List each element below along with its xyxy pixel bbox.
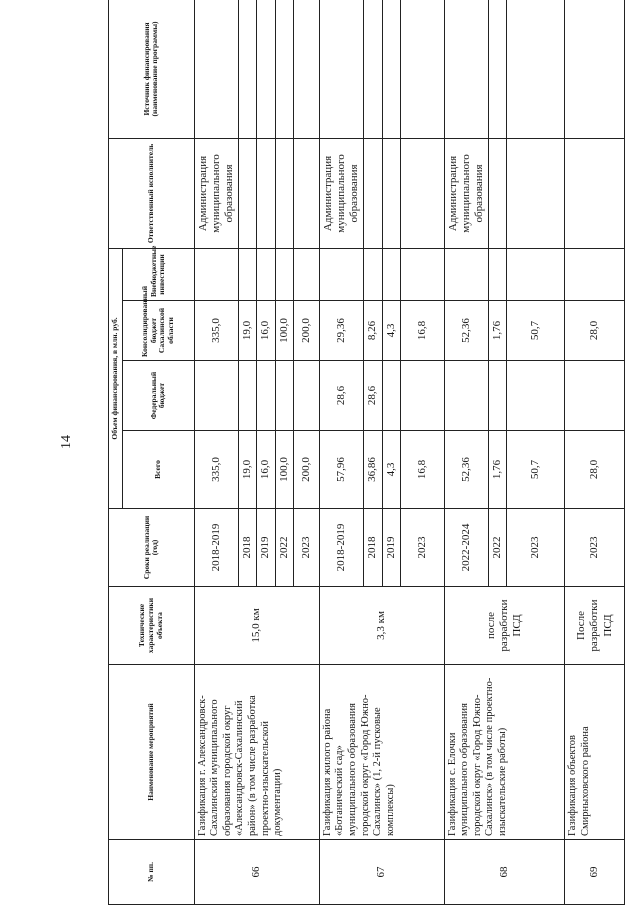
- consolidated-cell: 28,0: [565, 301, 625, 361]
- federal-cell: [489, 361, 507, 431]
- header-total: Всего: [122, 431, 194, 509]
- source-cell: [444, 0, 489, 138]
- header-tech: Технические характеристики объекта: [109, 587, 195, 665]
- period-cell: 2022: [275, 509, 293, 587]
- consolidated-cell: 19,0: [239, 301, 257, 361]
- source-cell: [194, 0, 239, 138]
- federal-cell: [565, 361, 625, 431]
- consolidated-cell: 16,8: [400, 301, 444, 361]
- executor-cell: [489, 138, 507, 248]
- source-cell: [364, 0, 382, 138]
- source-cell: [489, 0, 507, 138]
- rotated-document: [108, 0, 640, 905]
- total-cell: 100,0: [275, 431, 293, 509]
- table-row: [194, 0, 239, 905]
- header-num: № пп.: [109, 840, 195, 905]
- executor-cell: [275, 138, 293, 248]
- total-cell: 4,3: [382, 431, 400, 509]
- extra-cell: [444, 248, 489, 300]
- period-cell: 2023: [400, 509, 444, 587]
- executor-cell: [257, 138, 275, 248]
- period-cell: 2023: [293, 509, 319, 587]
- executor-cell: [565, 138, 625, 248]
- executor-cell: [293, 138, 319, 248]
- source-cell: [275, 0, 293, 138]
- period-cell: 2018-2019: [194, 509, 239, 587]
- source-cell: [565, 0, 625, 138]
- extra-cell: [257, 248, 275, 300]
- federal-cell: [293, 361, 319, 431]
- row-number: 69: [565, 840, 625, 905]
- table-body: [194, 0, 625, 905]
- row-number: 66: [194, 840, 319, 905]
- table-header: [109, 0, 195, 905]
- header-executor: Ответственный исполнитель: [109, 138, 195, 248]
- header-volume: Объем финансирования, в млн. руб.: [109, 248, 123, 508]
- total-cell: 36,86: [364, 431, 382, 509]
- table-row: [319, 0, 364, 905]
- measure-name: Газификация жилого района «Ботанический сад» муниципального образования городской округ «Город Южно-Сахалинск» (1, 2-й пусковые комплексы): [319, 665, 444, 840]
- federal-cell: 28,6: [319, 361, 364, 431]
- header-consolidated: Консолидированный бюджет Сахалинской области: [122, 301, 194, 361]
- extra-cell: [293, 248, 319, 300]
- row-number: 68: [444, 840, 565, 905]
- executor-cell: [400, 138, 444, 248]
- extra-cell: [194, 248, 239, 300]
- period-cell: 2023: [507, 509, 565, 587]
- federal-cell: [400, 361, 444, 431]
- period-cell: 2019: [382, 509, 400, 587]
- measure-name: Газификация с. Елочки муниципального образования городской округ «Город Южно-Сахалинск» (в том числе проектно-изыскательские работы): [444, 665, 565, 840]
- federal-cell: [444, 361, 489, 431]
- header-period: Сроки реализации (год): [109, 509, 195, 587]
- extra-cell: [239, 248, 257, 300]
- period-cell: 2018: [364, 509, 382, 587]
- row-number: 67: [319, 840, 444, 905]
- tech-characteristics: 3,3 км: [319, 587, 444, 665]
- period-cell: 2019: [257, 509, 275, 587]
- header-extra: Внебюджетные инвестиции: [122, 248, 194, 300]
- source-cell: [293, 0, 319, 138]
- federal-cell: [239, 361, 257, 431]
- consolidated-cell: 335,0: [194, 301, 239, 361]
- executor-cell: Администрация муниципального образования: [319, 138, 364, 248]
- consolidated-cell: 100,0: [275, 301, 293, 361]
- executor-cell: Администрация муниципального образования: [444, 138, 489, 248]
- extra-cell: [319, 248, 364, 300]
- extra-cell: [489, 248, 507, 300]
- extra-cell: [565, 248, 625, 300]
- federal-cell: [275, 361, 293, 431]
- consolidated-cell: 16,0: [257, 301, 275, 361]
- extra-cell: [382, 248, 400, 300]
- total-cell: 16,0: [257, 431, 275, 509]
- financing-table: [108, 0, 625, 905]
- total-cell: 335,0: [194, 431, 239, 509]
- header-name: Наименование мероприятий: [109, 665, 195, 840]
- consolidated-cell: 29,36: [319, 301, 364, 361]
- total-cell: 28,0: [565, 431, 625, 509]
- executor-cell: [507, 138, 565, 248]
- consolidated-cell: 8,26: [364, 301, 382, 361]
- source-cell: [257, 0, 275, 138]
- extra-cell: [364, 248, 382, 300]
- page-number: 14: [59, 435, 74, 449]
- consolidated-cell: 50,7: [507, 301, 565, 361]
- consolidated-cell: 200,0: [293, 301, 319, 361]
- executor-cell: [239, 138, 257, 248]
- total-cell: 1,76: [489, 431, 507, 509]
- total-cell: 200,0: [293, 431, 319, 509]
- extra-cell: [507, 248, 565, 300]
- federal-cell: [194, 361, 239, 431]
- table-row: [444, 0, 489, 905]
- executor-cell: Администрация муниципального образования: [194, 138, 239, 248]
- header-source: Источник финансирования (наименование программы): [109, 0, 195, 138]
- total-cell: 52,36: [444, 431, 489, 509]
- period-cell: 2022: [489, 509, 507, 587]
- source-cell: [400, 0, 444, 138]
- source-cell: [382, 0, 400, 138]
- period-cell: 2018: [239, 509, 257, 587]
- consolidated-cell: 4,3: [382, 301, 400, 361]
- tech-characteristics: 15,0 км: [194, 587, 319, 665]
- extra-cell: [275, 248, 293, 300]
- federal-cell: 28,6: [364, 361, 382, 431]
- period-cell: 2018-2019: [319, 509, 364, 587]
- total-cell: 50,7: [507, 431, 565, 509]
- source-cell: [507, 0, 565, 138]
- federal-cell: [507, 361, 565, 431]
- total-cell: 19,0: [239, 431, 257, 509]
- table-row: [565, 0, 625, 905]
- executor-cell: [364, 138, 382, 248]
- source-cell: [319, 0, 364, 138]
- source-cell: [239, 0, 257, 138]
- measure-name: Газификация объектов Смирныховского района: [565, 665, 625, 840]
- period-cell: 2022-2024: [444, 509, 489, 587]
- header-federal: Федеральный бюджет: [122, 361, 194, 431]
- executor-cell: [382, 138, 400, 248]
- federal-cell: [382, 361, 400, 431]
- total-cell: 16,8: [400, 431, 444, 509]
- measure-name: Газификация г. Александровск-Сахалинский муниципального образования городской округ «Александровск-Сахалинский район» (в том числе разработка проектно-изыскательской документации): [194, 665, 319, 840]
- tech-characteristics: после разработки ПСД: [444, 587, 565, 665]
- consolidated-cell: 1,76: [489, 301, 507, 361]
- tech-characteristics: После разработки ПСД: [565, 587, 625, 665]
- federal-cell: [257, 361, 275, 431]
- consolidated-cell: 52,36: [444, 301, 489, 361]
- total-cell: 57,96: [319, 431, 364, 509]
- period-cell: 2023: [565, 509, 625, 587]
- extra-cell: [400, 248, 444, 300]
